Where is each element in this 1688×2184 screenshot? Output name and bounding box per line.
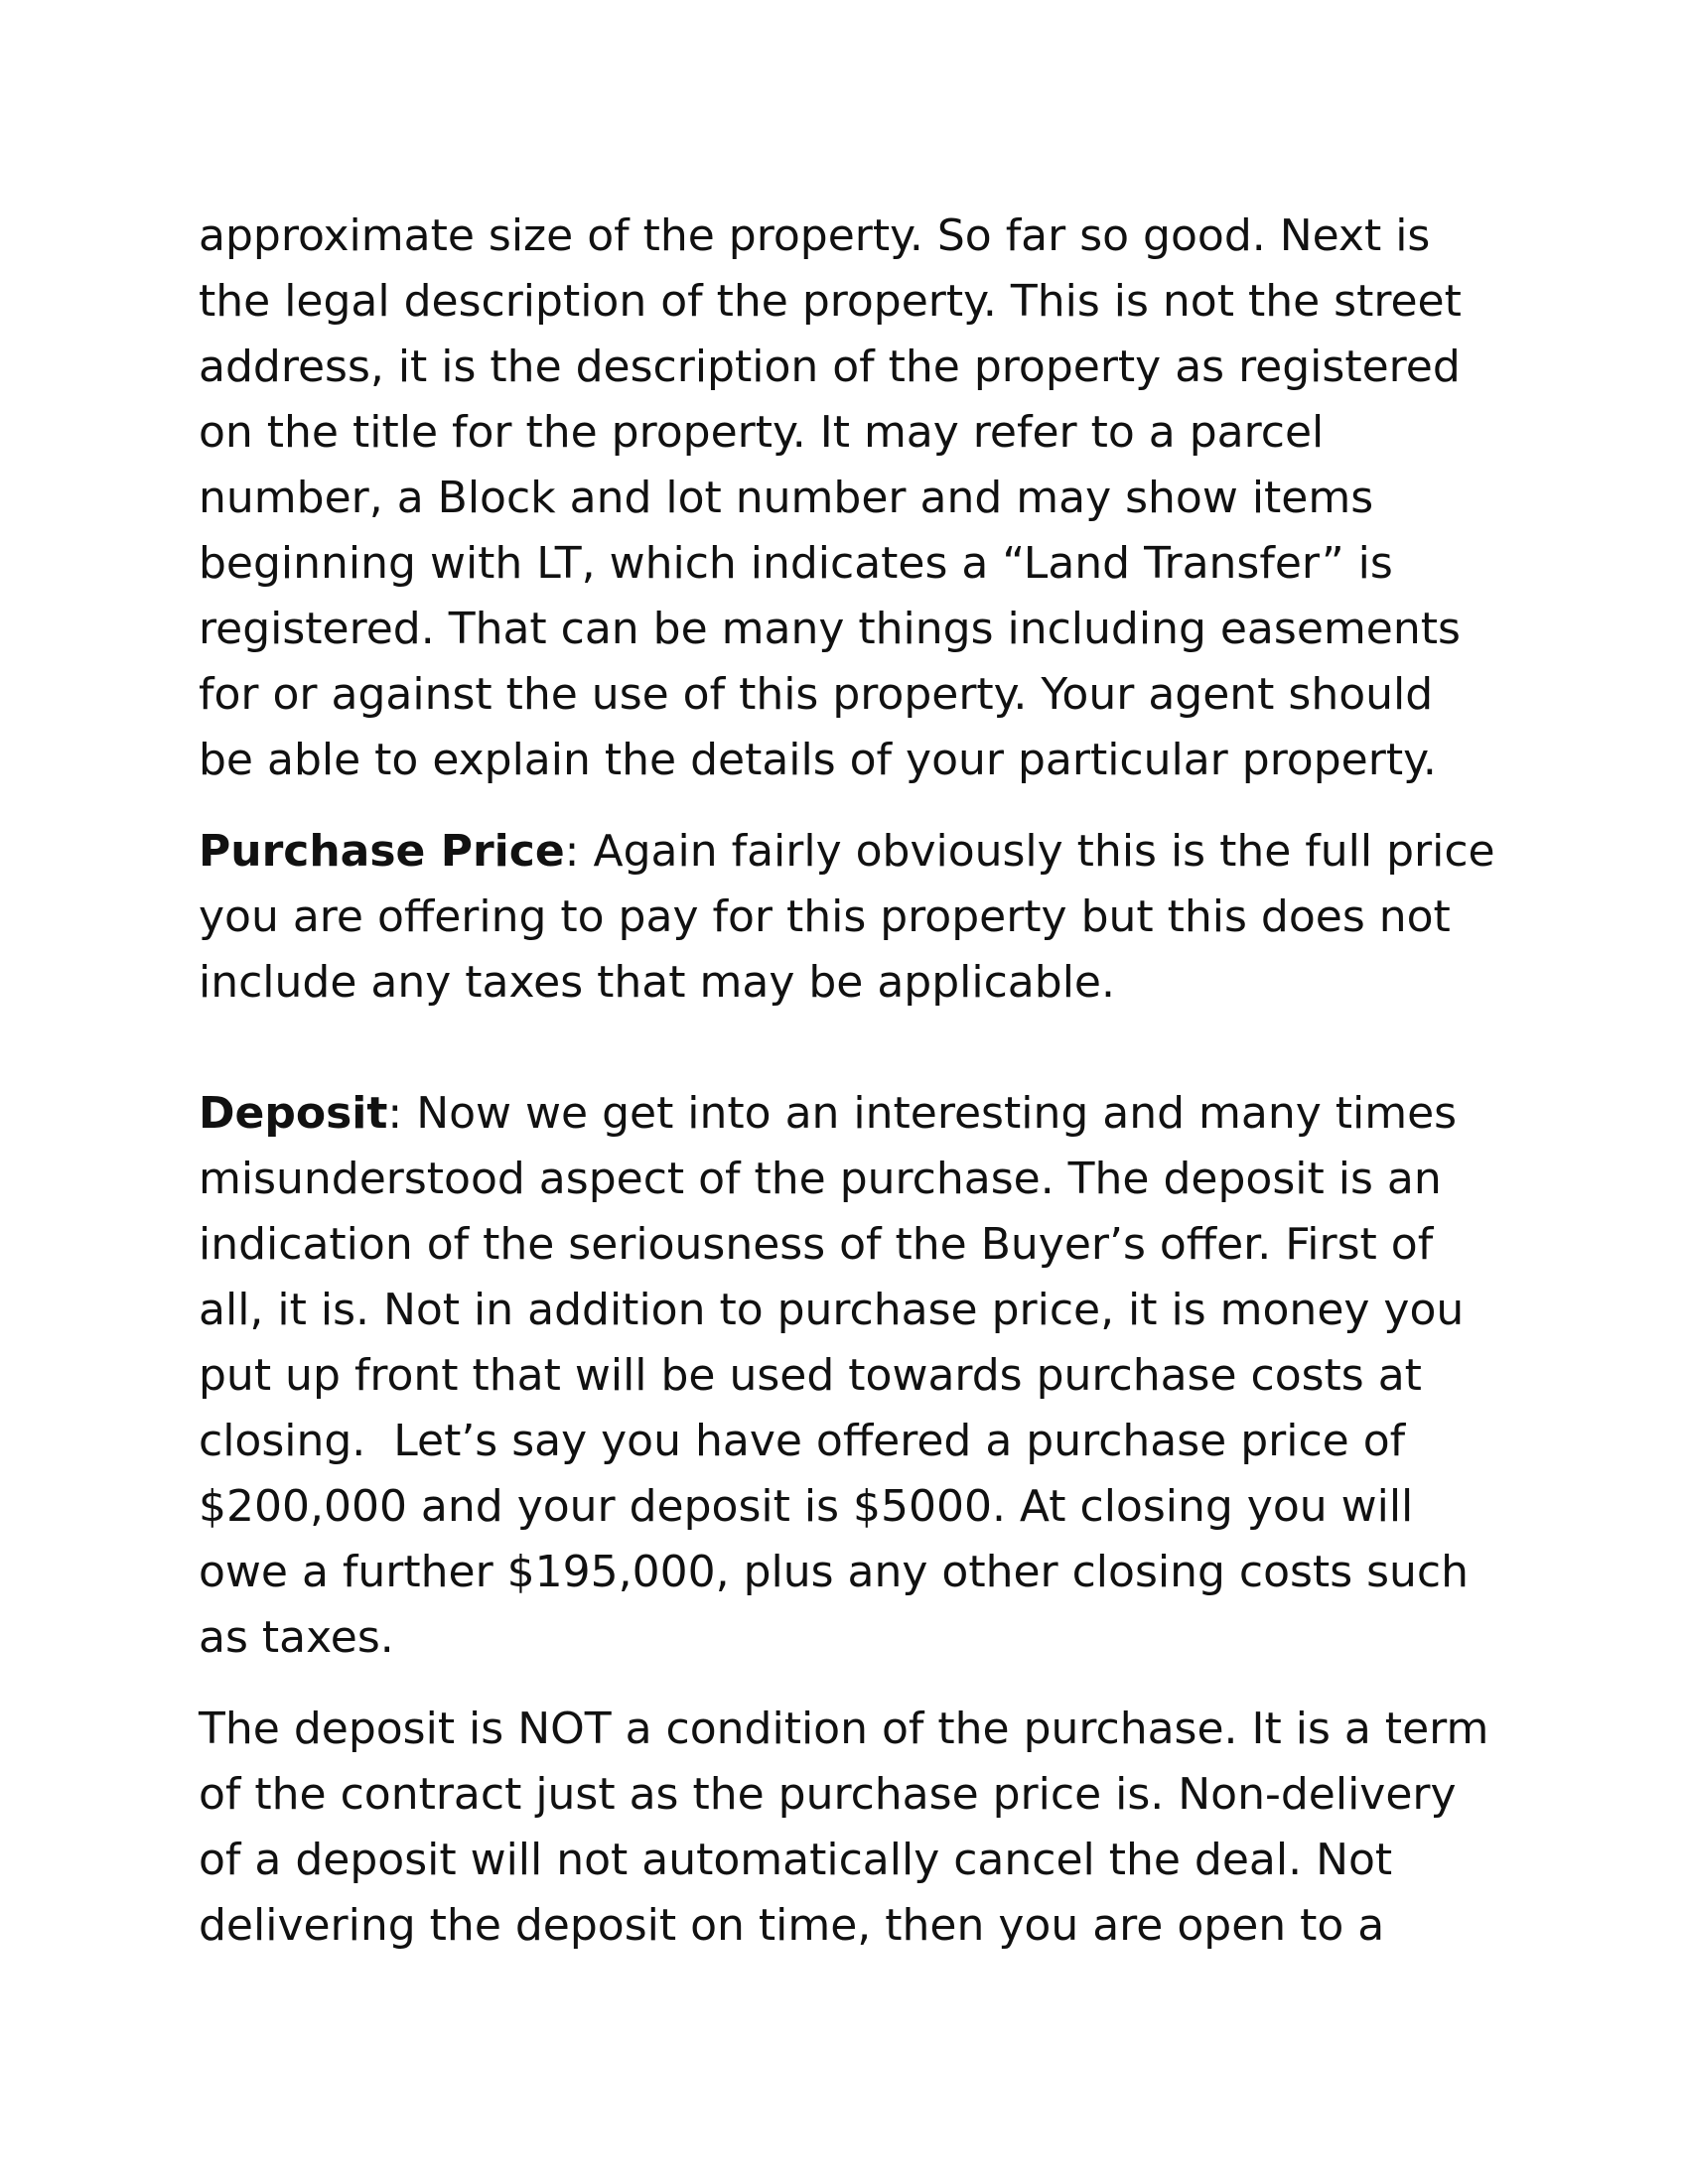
term-deposit: Deposit [199,1088,388,1139]
text-line: on the title for the property. It may refer to a parcel [199,407,1325,458]
text-line: delivering the deposit on time, then you are open to a [199,1900,1385,1951]
text-line: the legal description of the property. This is not the street [199,276,1462,327]
text-line: of a deposit will not automatically cancel the deal. Not [199,1835,1393,1885]
text-line: for or against the use of this property. Your agent should [199,669,1434,720]
text-line: indication of the seriousness of the Buyer’s offer. First of [199,1219,1434,1270]
text-fragment: : Again fairly obviously this is the full price [564,826,1495,877]
text-line [199,1081,1529,1147]
paragraph-legal-description [199,204,1529,793]
paragraph-deposit-not-condition [199,1697,1529,1959]
text-line: include any taxes that may be applicable. [199,957,1115,1008]
text-line: number, a Block and lot number and may show items [199,473,1374,523]
term-purchase-price: Purchase Price [199,826,565,877]
text-line: closing. Let’s say you have offered a purchase price of [199,1416,1406,1466]
text-line: as taxes. [199,1612,394,1663]
text-line: owe a further $195,000, plus any other closing costs such [199,1547,1469,1597]
text-line: you are offering to pay for this property but this does not [199,891,1451,942]
text-line: beginning with LT, which indicates a “Land Transfer” is [199,538,1393,589]
text-line: address, it is the description of the property as registered [199,341,1461,392]
document-page [199,204,1529,1959]
text-line: registered. That can be many things including easements [199,604,1461,654]
text-line: be able to explain the details of your particular property. [199,735,1437,785]
paragraph-deposit [199,1081,1529,1671]
paragraph-purchase-price [199,819,1529,1016]
text-line: approximate size of the property. So far so good. Next is [199,210,1431,261]
text-line: of the contract just as the purchase price is. Non-delivery [199,1769,1457,1820]
text-line: $200,000 and your deposit is $5000. At closing you will [199,1481,1414,1532]
text-line: all, it is. Not in addition to purchase price, it is money you [199,1285,1465,1335]
text-line: misunderstood aspect of the purchase. The deposit is an [199,1154,1442,1204]
text-line: put up front that will be used towards purchase costs at [199,1350,1422,1401]
text-fragment: : Now we get into an interesting and many times [387,1088,1458,1139]
text-line [199,819,1529,885]
text-line: The deposit is NOT a condition of the purchase. It is a term [199,1704,1489,1754]
